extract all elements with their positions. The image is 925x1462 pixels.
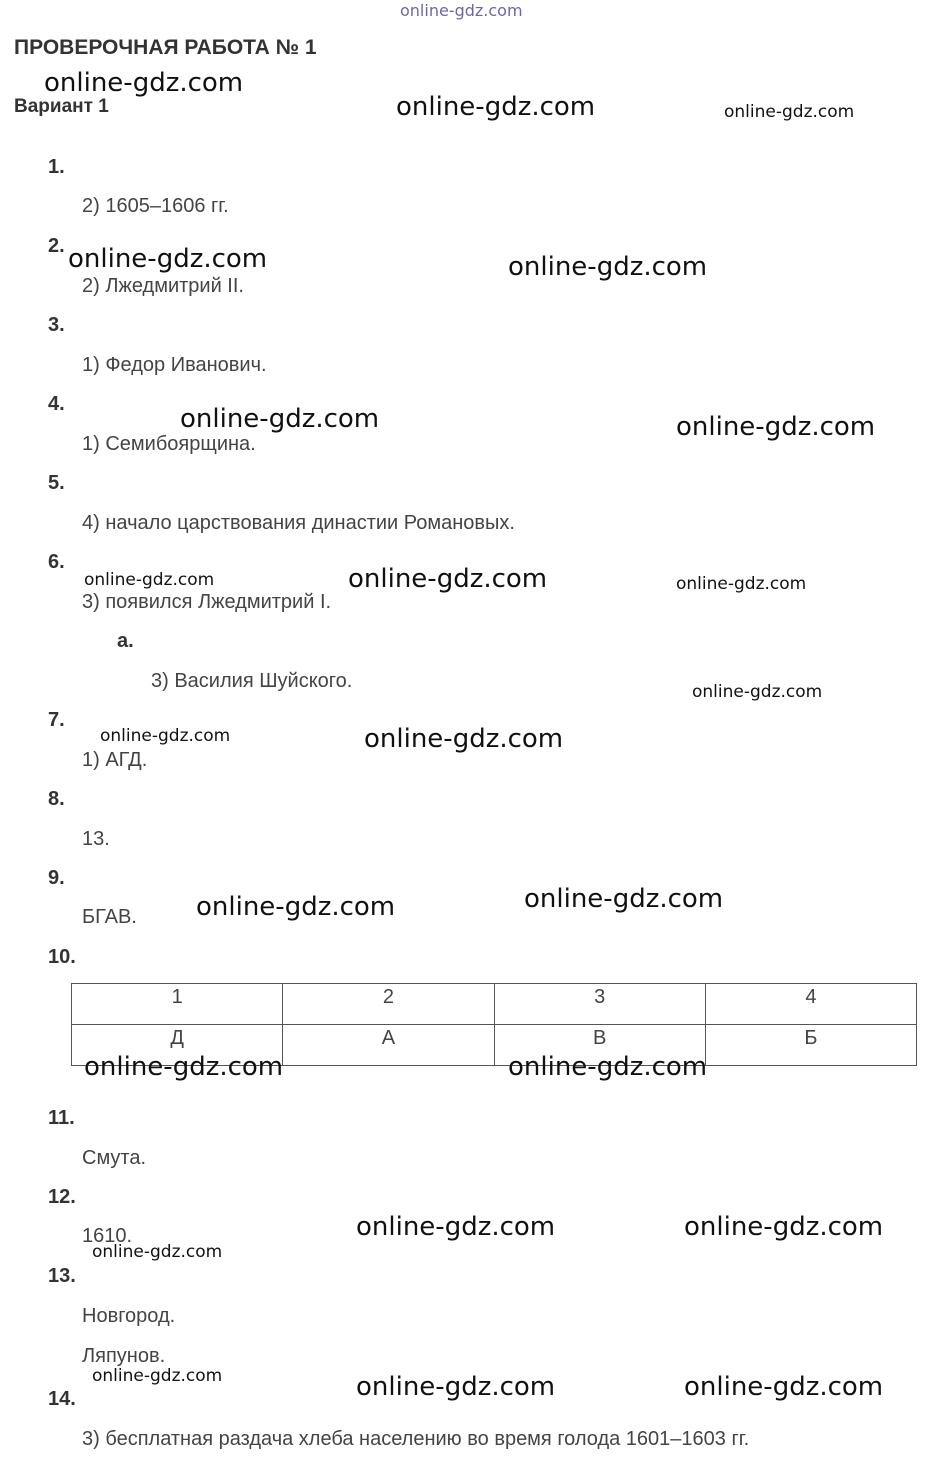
answer-14: 3) бесплатная раздача хлеба населению во время голода 1601–1603 гг. <box>82 1428 750 1450</box>
table-row <box>72 984 917 1025</box>
watermark: online-gdz.com <box>92 1242 223 1262</box>
question-number-8: 8. <box>48 788 65 810</box>
answer-4: 1) Семибоярщина. <box>82 433 256 455</box>
watermark: online-gdz.com <box>348 564 548 594</box>
watermark: online-gdz.com <box>676 412 876 442</box>
answer-13: Новгород. <box>82 1305 176 1327</box>
watermark: online-gdz.com <box>396 92 596 122</box>
question-number-6: 6. <box>48 551 65 573</box>
question-number-3: 3. <box>48 314 65 336</box>
watermark: online-gdz.com <box>356 1212 556 1242</box>
watermark: online-gdz.com <box>364 724 564 754</box>
watermark: online-gdz.com <box>84 570 215 590</box>
watermark: online-gdz.com <box>524 884 724 914</box>
answer-7: 1) АГД. <box>82 749 148 771</box>
table-header-cell: 4 <box>705 984 916 1025</box>
watermark: online-gdz.com <box>508 1052 708 1082</box>
question-number-12: 12. <box>48 1186 76 1208</box>
table-cell: А <box>283 1025 494 1066</box>
watermark: online-gdz.com <box>68 244 268 274</box>
top-watermark: online-gdz.com <box>400 1 523 20</box>
answer-5: 4) начало царствования династии Романовых. <box>82 512 515 534</box>
question-number-1: 1. <box>48 156 65 178</box>
watermark: online-gdz.com <box>196 892 396 922</box>
sub-question-label: а. <box>117 630 134 652</box>
table-header-cell: 3 <box>494 984 705 1025</box>
answer-13-second: Ляпунов. <box>82 1345 166 1367</box>
question-number-2: 2. <box>48 235 65 257</box>
table-header-cell: 2 <box>283 984 494 1025</box>
watermark: online-gdz.com <box>100 726 231 746</box>
answer-8: 13. <box>82 828 110 850</box>
answer-2: 2) Лжедмитрий II. <box>82 275 244 297</box>
watermark: online-gdz.com <box>508 252 708 282</box>
watermark: online-gdz.com <box>684 1212 884 1242</box>
table-cell: Б <box>705 1025 916 1066</box>
question-number-5: 5. <box>48 472 65 494</box>
question-number-7: 7. <box>48 709 65 731</box>
answer-6: 3) появился Лжедмитрий I. <box>82 591 332 613</box>
question-number-10: 10. <box>48 946 76 968</box>
watermark: online-gdz.com <box>724 102 855 122</box>
watermark: online-gdz.com <box>44 68 244 98</box>
page-title: ПРОВЕРОЧНАЯ РАБОТА № 1 <box>14 36 317 59</box>
answer-12: 1610. <box>82 1225 133 1247</box>
watermark: online-gdz.com <box>676 574 807 594</box>
sub-answer: 3) Василия Шуйского. <box>151 670 353 692</box>
watermark: online-gdz.com <box>84 1052 284 1082</box>
question-number-9: 9. <box>48 867 65 889</box>
answer-9: БГАВ. <box>82 906 137 928</box>
table-cell: В <box>494 1025 705 1066</box>
question-number-14: 14. <box>48 1388 76 1410</box>
question-number-11: 11. <box>48 1107 75 1129</box>
question-number-4: 4. <box>48 393 65 415</box>
variant-heading: Вариант 1 <box>14 96 109 117</box>
answer-11: Смута. <box>82 1147 147 1169</box>
answer-3: 1) Федор Иванович. <box>82 354 267 376</box>
watermark: online-gdz.com <box>180 404 380 434</box>
watermark: online-gdz.com <box>684 1372 884 1402</box>
table-cell: Д <box>72 1025 283 1066</box>
watermark: online-gdz.com <box>692 682 823 702</box>
watermark: online-gdz.com <box>356 1372 556 1402</box>
watermark: online-gdz.com <box>92 1366 223 1386</box>
answer-1: 2) 1605–1606 гг. <box>82 195 229 217</box>
table-header-cell: 1 <box>72 984 283 1025</box>
question-number-13: 13. <box>48 1265 76 1287</box>
